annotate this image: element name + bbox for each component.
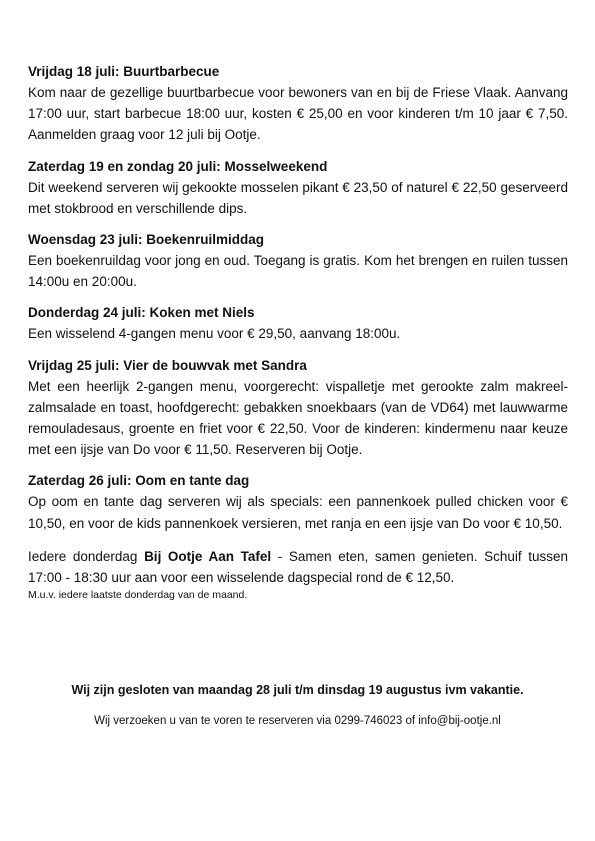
event-item xyxy=(28,229,568,292)
event-title: Vrijdag 25 juli: Vier de bouwvak met Sandra xyxy=(28,357,307,373)
weekly-special xyxy=(28,546,568,602)
closed-notice: Wij zijn gesloten van maandag 28 juli t/m dinsdag 19 augustus ivm vakantie. xyxy=(71,683,524,697)
event-description: Een wisselend 4-gangen menu voor € 29,50, aanvang 18:00u. xyxy=(28,326,401,342)
event-item xyxy=(28,156,568,219)
event-title: Woensdag 23 juli: Boekenruilmiddag xyxy=(28,232,265,248)
event-item xyxy=(28,470,568,533)
event-item xyxy=(28,61,568,146)
event-description: Met een heerlijk 2-gangen menu, voorgerecht: vispalletje met gerookte zalm makreel-zalmsalade en toast, hoofdgerecht: gebakken snoekbaars (van de VD64) met lauwwarme remouladesaus, groente en friet voor € 22,50. Voor de kinderen: kindermenu naar keuze met een ijsje van Do voor € 11,50. Reserveren bij Ootje. xyxy=(28,378,568,458)
events-list xyxy=(28,61,568,602)
weekly-name: Bij Ootje Aan Tafel xyxy=(144,548,272,564)
event-title: Zaterdag 19 en zondag 20 juli: Mosselweekend xyxy=(28,158,328,174)
event-description: Op oom en tante dag serveren wij als specials: een pannenkoek pulled chicken voor € 10,50, en voor de kids pannenkoek versieren, met ranja en een ijsje van Do voor € 10,50. xyxy=(28,494,568,531)
event-description: Kom naar de gezellige buurtbarbecue voor bewoners van en bij de Friese Vlaak. Aanvang 17:00 uur, start barbecue 18:00 uur, kosten € 25,00 en voor kinderen t/m 10 jaar € 7,50. Aanmelden graag voor 12 juli bij Ootje. xyxy=(28,85,568,143)
event-title: Donderdag 24 juli: Koken met Niels xyxy=(28,305,255,321)
weekly-note: M.u.v. iedere laatste donderdag van de maand. xyxy=(28,589,248,602)
reservation-notice: Wij verzoeken u van te voren te reserveren via 0299-746023 of info@bij-ootje.nl xyxy=(94,715,501,727)
event-title: Zaterdag 26 juli: Oom en tante dag xyxy=(28,473,250,489)
event-description: Dit weekend serveren wij gekookte mosselen pikant € 23,50 of naturel € 22,50 geserveerd met stokbrood en verschillende dips. xyxy=(28,179,568,216)
event-title: Vrijdag 18 juli: Buurtbarbecue xyxy=(28,64,220,79)
weekly-text: - Samen eten, samen genieten. Schuif tussen 17:00 - 18:30 uur aan voor een wisselende dagspecial rond de € 12,50. xyxy=(28,548,568,586)
event-description: Een boekenruildag voor jong en oud. Toegang is gratis. Kom het brengen en ruilen tussen 14:00u en 20:00u. xyxy=(28,253,568,290)
weekly-prefix: Iedere donderdag xyxy=(28,548,138,564)
event-item xyxy=(28,302,568,344)
event-item xyxy=(28,355,568,461)
